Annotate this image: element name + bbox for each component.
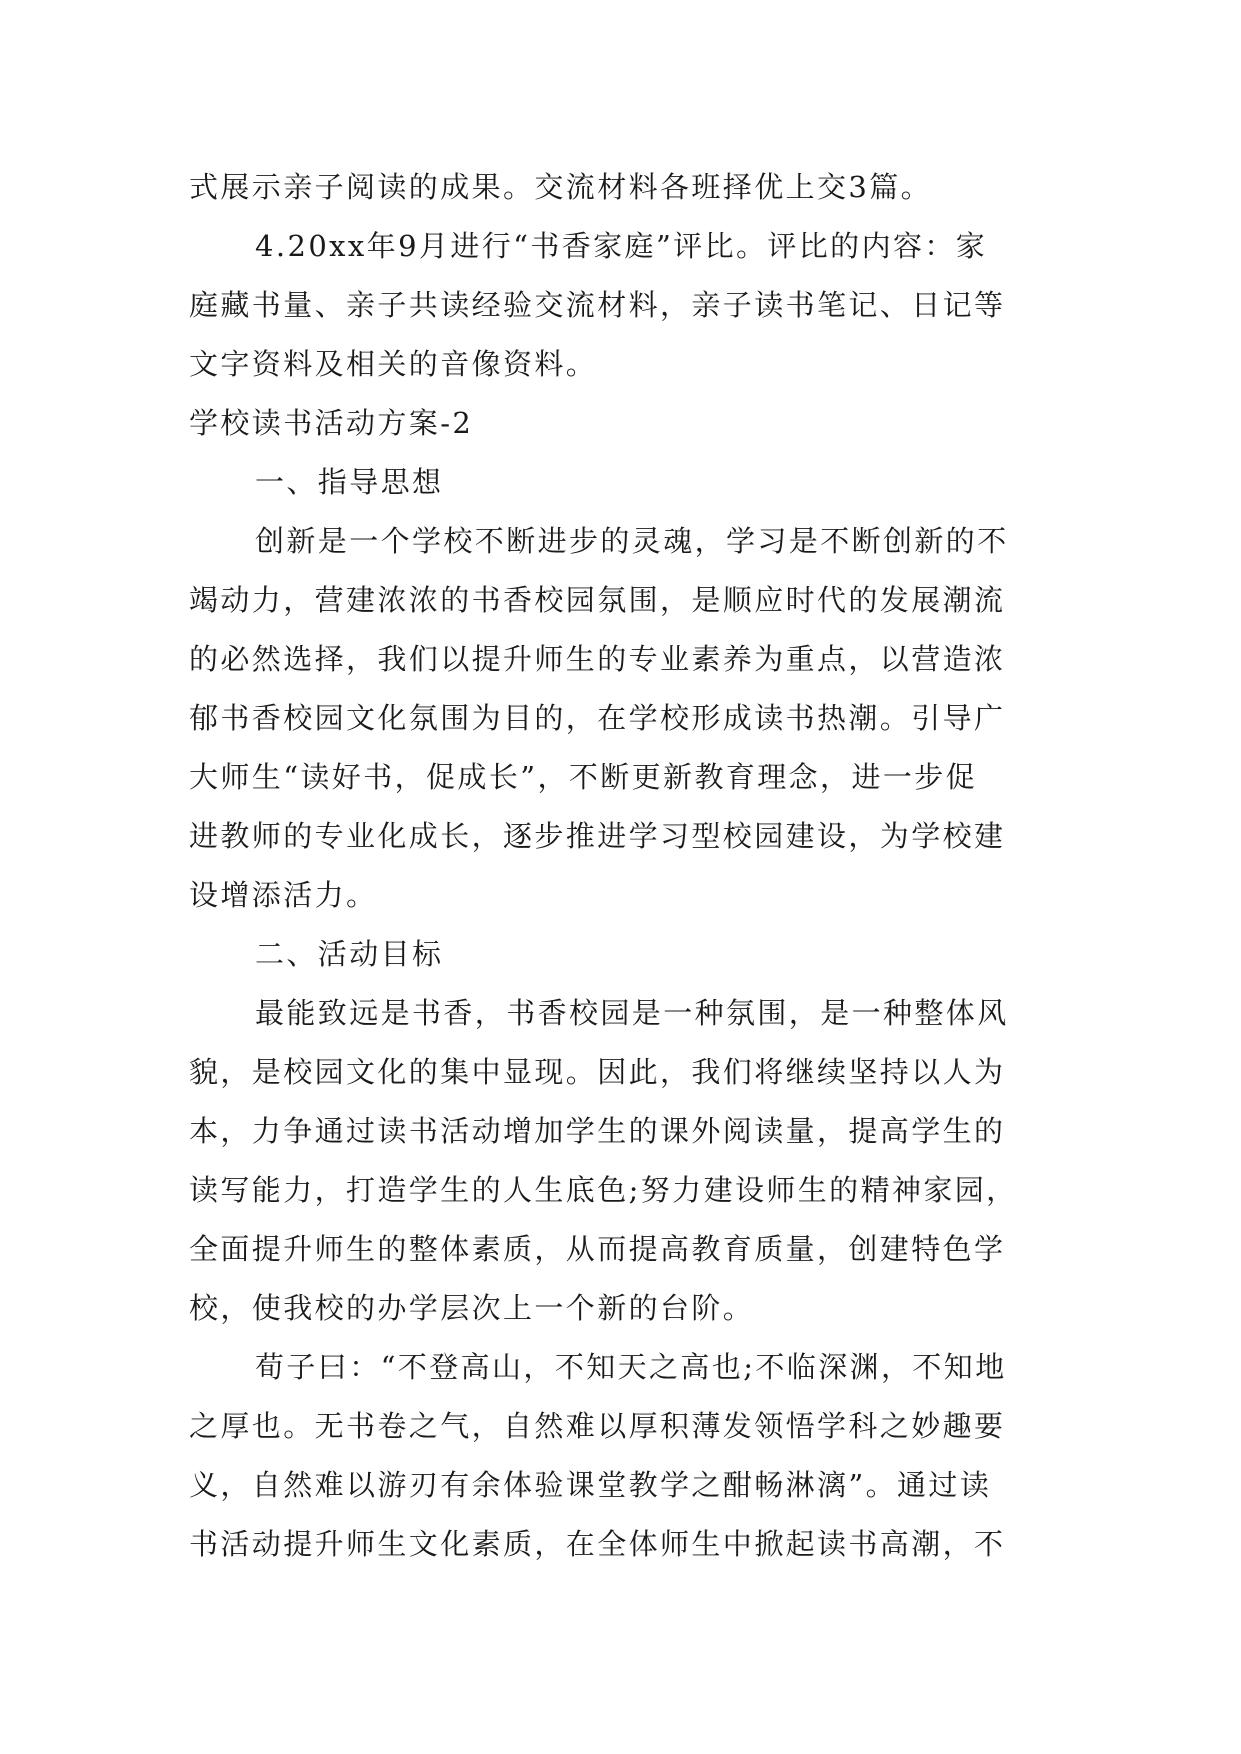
text-line: 之厚也。无书卷之气，自然难以厚积薄发领悟学科之妙趣要: [189, 1409, 1006, 1443]
text-line: 创新是一个学校不断进步的灵魂，学习是不断创新的不: [255, 524, 1009, 558]
text-line: 最能致远是书香，书香校园是一种氛围，是一种整体风: [255, 996, 1009, 1030]
text-line: 竭动力，营建浓浓的书香校园氛围，是顺应时代的发展潮流: [189, 583, 1006, 617]
text-line: 校，使我校的办学层次上一个新的台阶。: [189, 1291, 755, 1325]
text-line: 郁书香校园文化氛围为目的，在学校形成读书热潮。引导广: [189, 701, 1006, 735]
text-line: 荀子曰：“不登高山，不知天之高也;不临深渊，不知地: [255, 1350, 1007, 1384]
section-heading: 二、活动目标: [255, 937, 444, 971]
section-title: 学校读书活动方案-2: [189, 406, 474, 440]
section-heading: 一、指导思想: [255, 465, 444, 499]
text-line: 设增添活力。: [189, 878, 378, 912]
text-line: 式展示亲子阅读的成果。交流材料各班择优上交3篇。: [189, 170, 933, 204]
text-line: 义，自然难以游刃有余体验课堂教学之酣畅淋漓”。通过读: [189, 1468, 992, 1502]
text-line: 全面提升师生的整体素质，从而提高教育质量，创建特色学: [189, 1232, 1006, 1266]
text-line: 进教师的专业化成长，逐步推进学习型校园建设，为学校建: [189, 819, 1006, 853]
text-line: 大师生“读好书，促成长”，不断更新教育理念，进一步促: [189, 760, 978, 794]
document-body: [189, 158, 1069, 1574]
text-line: 书活动提升师生文化素质，在全体师生中掀起读书高潮，不: [189, 1527, 1006, 1561]
text-line: 文字资料及相关的音像资料。: [189, 347, 598, 381]
text-line: 本，力争通过读书活动增加学生的课外阅读量，提高学生的: [189, 1114, 1006, 1148]
text-line: 读写能力，打造学生的人生底色;努力建设师生的精神家园，: [189, 1173, 1018, 1207]
text-line: 庭藏书量、亲子共读经验交流材料，亲子读书笔记、日记等: [189, 288, 1006, 322]
text-line: 4.20xx年9月进行“书香家庭”评比。评比的内容：家: [255, 229, 988, 263]
text-line: 貌，是校园文化的集中显现。因此，我们将继续坚持以人为: [189, 1055, 1006, 1089]
text-line: 的必然选择，我们以提升师生的专业素养为重点，以营造浓: [189, 642, 1006, 676]
